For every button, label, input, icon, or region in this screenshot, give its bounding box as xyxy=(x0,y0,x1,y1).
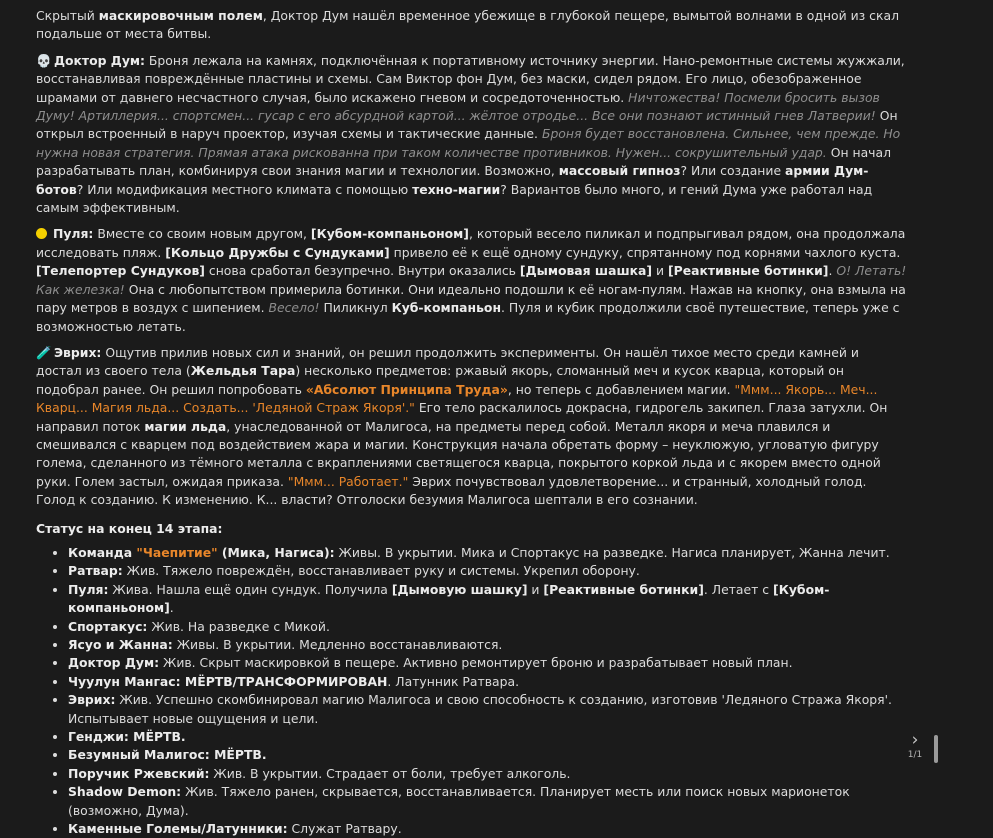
bold-text: армии Дум-ботов xyxy=(36,163,869,197)
bold-text: Доктор Дум: xyxy=(68,655,160,671)
list-item xyxy=(68,618,908,636)
ability-name: «Абсолют Принципа Труда» xyxy=(305,381,508,397)
next-page-button[interactable]: › xyxy=(911,730,919,750)
text: , но теперь с добавлением магии. xyxy=(507,381,735,397)
text: Живы. В укрытии. Медленно восстанавливаются. xyxy=(172,637,503,652)
quote-text: "Ммм... Работает." xyxy=(287,473,409,489)
text: Пиликнул xyxy=(319,300,392,316)
character-name: Доктор Дум: xyxy=(53,52,145,68)
text: Живы. В укрытии. Мика и Спортакус на разведке. Нагиса планирует, Жанна лечит. xyxy=(334,544,890,560)
text: привело её к ещё одному сундуку, спрятанному под корнями чахлого куста. xyxy=(389,244,901,260)
bold-text: Чуулун Мангас: xyxy=(68,673,181,689)
bold-text: Жельдья Тара xyxy=(190,363,296,379)
text: Жив. Тяжело ранен, скрывается, восстанавливается. Планирует месть или поиск новых марионеток (возможно, Дума). xyxy=(68,784,850,818)
thought-text: Броня будет восстановлена. Сильнее, чем прежде. Но нужна новая стратегия. Прямая атака рискованна при таком количестве противников. Нужен... сокрушительный удар. xyxy=(36,126,901,160)
text: Жив. На разведке с Микой. xyxy=(147,618,330,634)
text: . Латунник Ратвара. xyxy=(387,673,520,689)
text: Жив. Тяжело повреждён, восстанавливает руку и системы. Укрепил оборону. xyxy=(122,563,640,579)
text: и xyxy=(652,263,668,279)
message-pager xyxy=(905,730,925,760)
text: , Доктор Дум нашёл временное убежище в глубокой пещере, вымытой волнами в одной из скал подальше от места битвы. xyxy=(36,8,899,42)
bold-text: магии льда xyxy=(144,418,227,434)
bold-text: (Мика, Нагиса): xyxy=(217,544,335,560)
test-tube-icon: 🧪 xyxy=(36,344,52,360)
thought-text: Весело! xyxy=(268,300,320,316)
bold-text: МЁРТВ/ТРАНСФОРМИРОВАН xyxy=(180,673,388,689)
text: , который весело пиликал и подпрыгивал рядом, она продолжала исследовать пляж. xyxy=(36,226,906,260)
bold-text: Ратвар: xyxy=(68,563,123,579)
bold-text: МЁРТВ. xyxy=(209,747,267,763)
text: Скрытый xyxy=(36,8,99,23)
list-item xyxy=(68,691,908,728)
page-counter: 1/1 xyxy=(907,750,923,760)
bold-text: техно-магии xyxy=(412,181,501,197)
thought-text: Ничтожества! Посмели бросить вызов Думу! Артиллерия... спортсмен... гусар с его абсурдной картой... жёлтое отродье... Все они познают истинный гнев Латверии! xyxy=(36,89,880,124)
item-name: [Реактивные ботинки] xyxy=(543,581,704,597)
scrollbar-thumb[interactable] xyxy=(934,735,938,763)
team-name: "Чаепитие" xyxy=(136,544,218,560)
text: снова сработал безупречно. Внутри оказались xyxy=(204,263,520,279)
status-heading: Статус на конец 14 этапа: xyxy=(36,520,223,536)
text: Ощутив прилив новых сил и знаний, он решил продолжить эксперименты. Он нашёл тихое место среди камней и достал из своего тела ( xyxy=(36,344,859,379)
text: ? Или модификация местного климата с помощью xyxy=(76,181,413,197)
text: Жив. Скрыт маскировкой в пещере. Активно ремонтирует броню и разрабатывает новый план. xyxy=(159,655,793,671)
item-name: [Дымовую шашку] xyxy=(391,581,528,597)
text: . xyxy=(169,600,174,616)
list-item xyxy=(68,783,908,820)
bold-text: Безумный Малигос: xyxy=(68,747,210,763)
quote-text: "Ммм... Якорь... Меч... Кварц... Магия льда... Создать... 'Ледяной Страж Якоря'." xyxy=(36,381,878,416)
bold-text: Shadow Demon: xyxy=(68,784,182,800)
text: Жив. В укрытии. Страдает от боли, требует алкоголь. xyxy=(209,765,571,781)
item-name: [Телепортер Сундуков] xyxy=(36,263,205,279)
text: Его тело раскалилось докрасна, гидрогель закипел. Глаза затухли. Он направил поток xyxy=(36,400,888,434)
list-item xyxy=(68,728,908,746)
text: . Летает с xyxy=(703,581,774,597)
text: , унаследованной от Малигоса, на предметы перед собой. Металл якоря и меча плавился и смешивался с кварцем под воздействием жара и магии. Конструкция начала обретать форму – неуклюжую, угловатую фигуру голема, сделанного из тёмного металла с вкраплениями светящегося кварца, покрытого коркой льда и с якорем вместо одной руки. Голем застыл, ожидая приказа. xyxy=(36,418,881,489)
paragraph-evrikh xyxy=(36,344,908,510)
text: Броня лежала на камнях, подключённая к портативному источнику энергии. Нано-ремонтные системы жужжали, восстанавливая повреждённые пластины и схемы. Сам Виктор фон Дум, без маски, сидел рядом. Его лицо, обезображенное шрамами от давнего несчастного случая, было искажено гневом и сосредоточенностью. xyxy=(36,52,905,105)
yellow-circle-icon xyxy=(36,228,47,239)
bold-text: массовый гипноз xyxy=(558,163,681,179)
text: Она с любопытством примерила ботинки. Они идеально подошли к её ногам-пулям. Нажав на кнопку, она взмыла на пару метров в воздух с шипением. xyxy=(36,281,906,316)
list-item xyxy=(68,654,908,672)
item-name: [Кубом-компаньоном] xyxy=(310,226,469,242)
paragraph-pulya xyxy=(36,225,908,335)
text: . xyxy=(828,263,837,279)
bold-text: МЁРТВ. xyxy=(128,729,186,745)
list-item xyxy=(68,562,908,580)
text: Он начал разрабатывать план, комбинируя свои знания магии и технологии. Возможно, xyxy=(36,144,892,179)
status-list xyxy=(36,544,908,838)
list-item xyxy=(68,765,908,783)
item-name: [Кольцо Дружбы с Сундуками] xyxy=(165,244,390,260)
list-item xyxy=(68,636,908,654)
list-item xyxy=(68,673,908,691)
paragraph-doom-intro xyxy=(36,7,908,44)
text: Вместе со своим новым другом, xyxy=(93,226,311,242)
list-item xyxy=(68,746,908,764)
bold-text: Каменные Големы/Латунники: xyxy=(68,821,288,837)
skull-icon: 💀 xyxy=(36,52,52,68)
character-name: Пуля: xyxy=(52,226,94,242)
list-item xyxy=(68,581,908,618)
bold-text: Пуля: xyxy=(68,581,109,597)
bold-text: Эврих: xyxy=(68,692,116,708)
bold-text: Команда xyxy=(68,544,137,560)
text: ? Или создание xyxy=(680,163,786,179)
text: ? Вариантов было много, и гений Дума уже работал над самым эффективным. xyxy=(36,181,873,216)
text: Он открыл встроенный в наруч проектор, изучая схемы и тактические данные. xyxy=(36,108,898,142)
list-item xyxy=(68,544,908,562)
text: и xyxy=(527,581,544,597)
text: ) несколько предметов: ржавый якорь, сломанный меч и кусок кварца, который он подобрал ранее. Он решил попробовать xyxy=(36,363,844,397)
bold-text: маскировочным полем xyxy=(98,8,263,23)
thought-text: О! Летать! Как железка! xyxy=(36,263,907,297)
bold-text: Спортакус: xyxy=(68,618,148,634)
chat-message xyxy=(36,7,908,838)
bold-text: Куб-компаньон xyxy=(391,300,502,316)
text: Служат Ратвару. xyxy=(287,821,402,837)
bold-text: Генджи: xyxy=(68,729,129,745)
bold-text: Поручик Ржевский: xyxy=(68,765,210,781)
text: . Пуля и кубик продолжили своё путешествие, теперь уже с возможностью летать. xyxy=(36,300,900,334)
text: Эврих почувствовал удовлетворение... и странный, холодный голод. Голод к созданию. К изменению. К... власти? Отголоски безумия Малигоса шептали в его сознании. xyxy=(36,473,867,508)
bold-text: Ясуо и Жанна: xyxy=(68,637,173,652)
list-item xyxy=(68,820,908,838)
text: Жив. Успешно скомбинировал магию Малигоса и свою способность к созданию, изготовив 'Ледяного Стража Якоря'. Испытывает новые ощущения и цели. xyxy=(68,692,892,726)
item-name: [Кубом-компаньоном] xyxy=(68,581,830,616)
item-name: [Дымовая шашка] xyxy=(519,263,653,279)
item-name: [Реактивные ботинки] xyxy=(668,263,829,279)
text: Жива. Нашла ещё один сундук. Получила xyxy=(108,581,392,597)
paragraph-doom xyxy=(36,52,908,218)
character-name: Эврих: xyxy=(53,344,102,360)
